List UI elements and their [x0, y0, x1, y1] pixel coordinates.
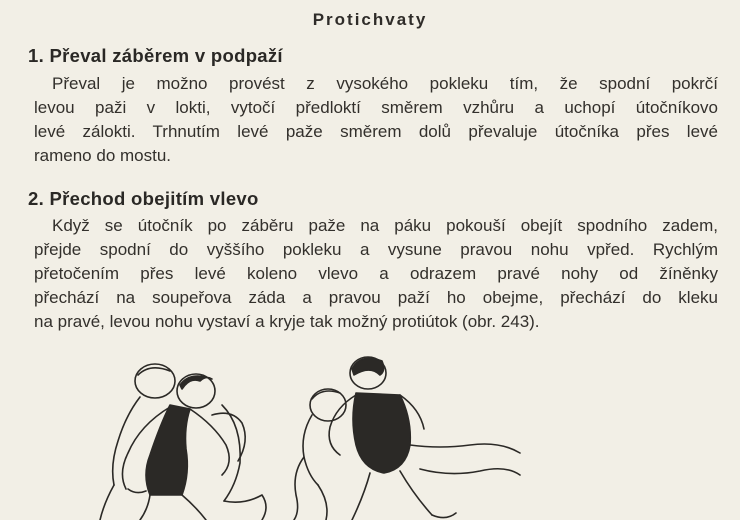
paragraph-line: přetočením přes levé koleno vlevo a odrazem pravé nohy od žíněnky — [34, 264, 718, 283]
paragraph-line: Když se útočník po záběru paže na páku pokouší obejít spodního zadem, — [52, 216, 718, 235]
page-title: Protichvaty — [312, 10, 428, 29]
paragraph-line: rameno do mostu. — [34, 146, 172, 165]
paragraph-line: levé zálokti. Trhnutím levé paže směrem dolů převaluje útočníka přes levé — [34, 122, 718, 141]
paragraph-line: levou paži v lokti, vytočí předloktí směrem vzhůru a uchopí útočníkovo — [34, 98, 718, 117]
paragraph-line: na pravé, levou nohu vystaví a kryje tak možný protiútok (obr. 243). — [34, 312, 540, 331]
section-heading-1: 1. Převal záběrem v podpaží — [28, 45, 283, 66]
paragraph-line: přejde spodní do vyššího pokleku a vysune pravou nohu vpřed. Rychlým — [34, 240, 718, 259]
wrestling-illustration — [0, 345, 740, 520]
paragraph-line: přechází na soupeřova záda a pravou paží ho obejme, přechází do kleku — [34, 288, 718, 307]
paragraph-line: Převal je možno provést z vysokého pokleku tím, že spodní pokrčí — [52, 74, 718, 93]
section-paragraph-2 — [34, 214, 718, 334]
section-paragraph-1 — [34, 72, 718, 168]
wrestler-pair-right — [294, 357, 520, 520]
section-heading-2: 2. Přechod obejitím vlevo — [28, 188, 259, 209]
wrestler-pair-left — [100, 364, 266, 520]
